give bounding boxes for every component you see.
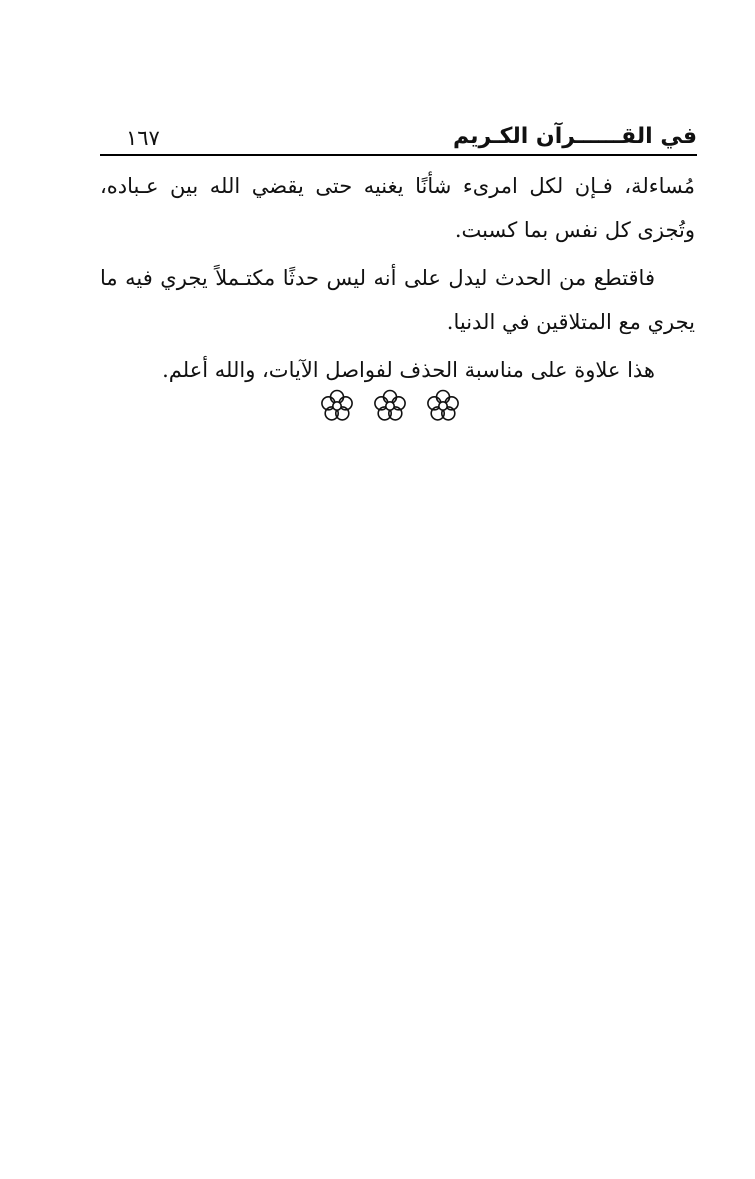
section-end-ornament [320, 386, 460, 426]
running-header [100, 124, 697, 156]
flower-ornament-icon [426, 389, 460, 423]
paragraph-closing: هذا علاوة على مناسبة الحذف لفواصل الآيات، والله أعلم. [162, 358, 655, 382]
page-number: ١٦٧ [126, 126, 160, 150]
flower-ornament-icon [320, 389, 354, 423]
header-rule [100, 154, 697, 156]
book-title: في القــــــرآن الكـريم [452, 124, 697, 149]
flower-ornament-icon [373, 389, 407, 423]
body-text [100, 164, 695, 392]
paragraph: فاقتطع من الحدث ليدل على أنه ليس حدثًا مكتـملاً يجري فيه ما يجري مع المتلاقين في الدنيا. [100, 266, 695, 334]
paragraph-continuation: مُساءلة، فـإن لكل امرىء شأنًا يغنيه حتى يقضي الله بين عـباده، وتُجزى كل نفس بما كسبت. [100, 174, 695, 242]
